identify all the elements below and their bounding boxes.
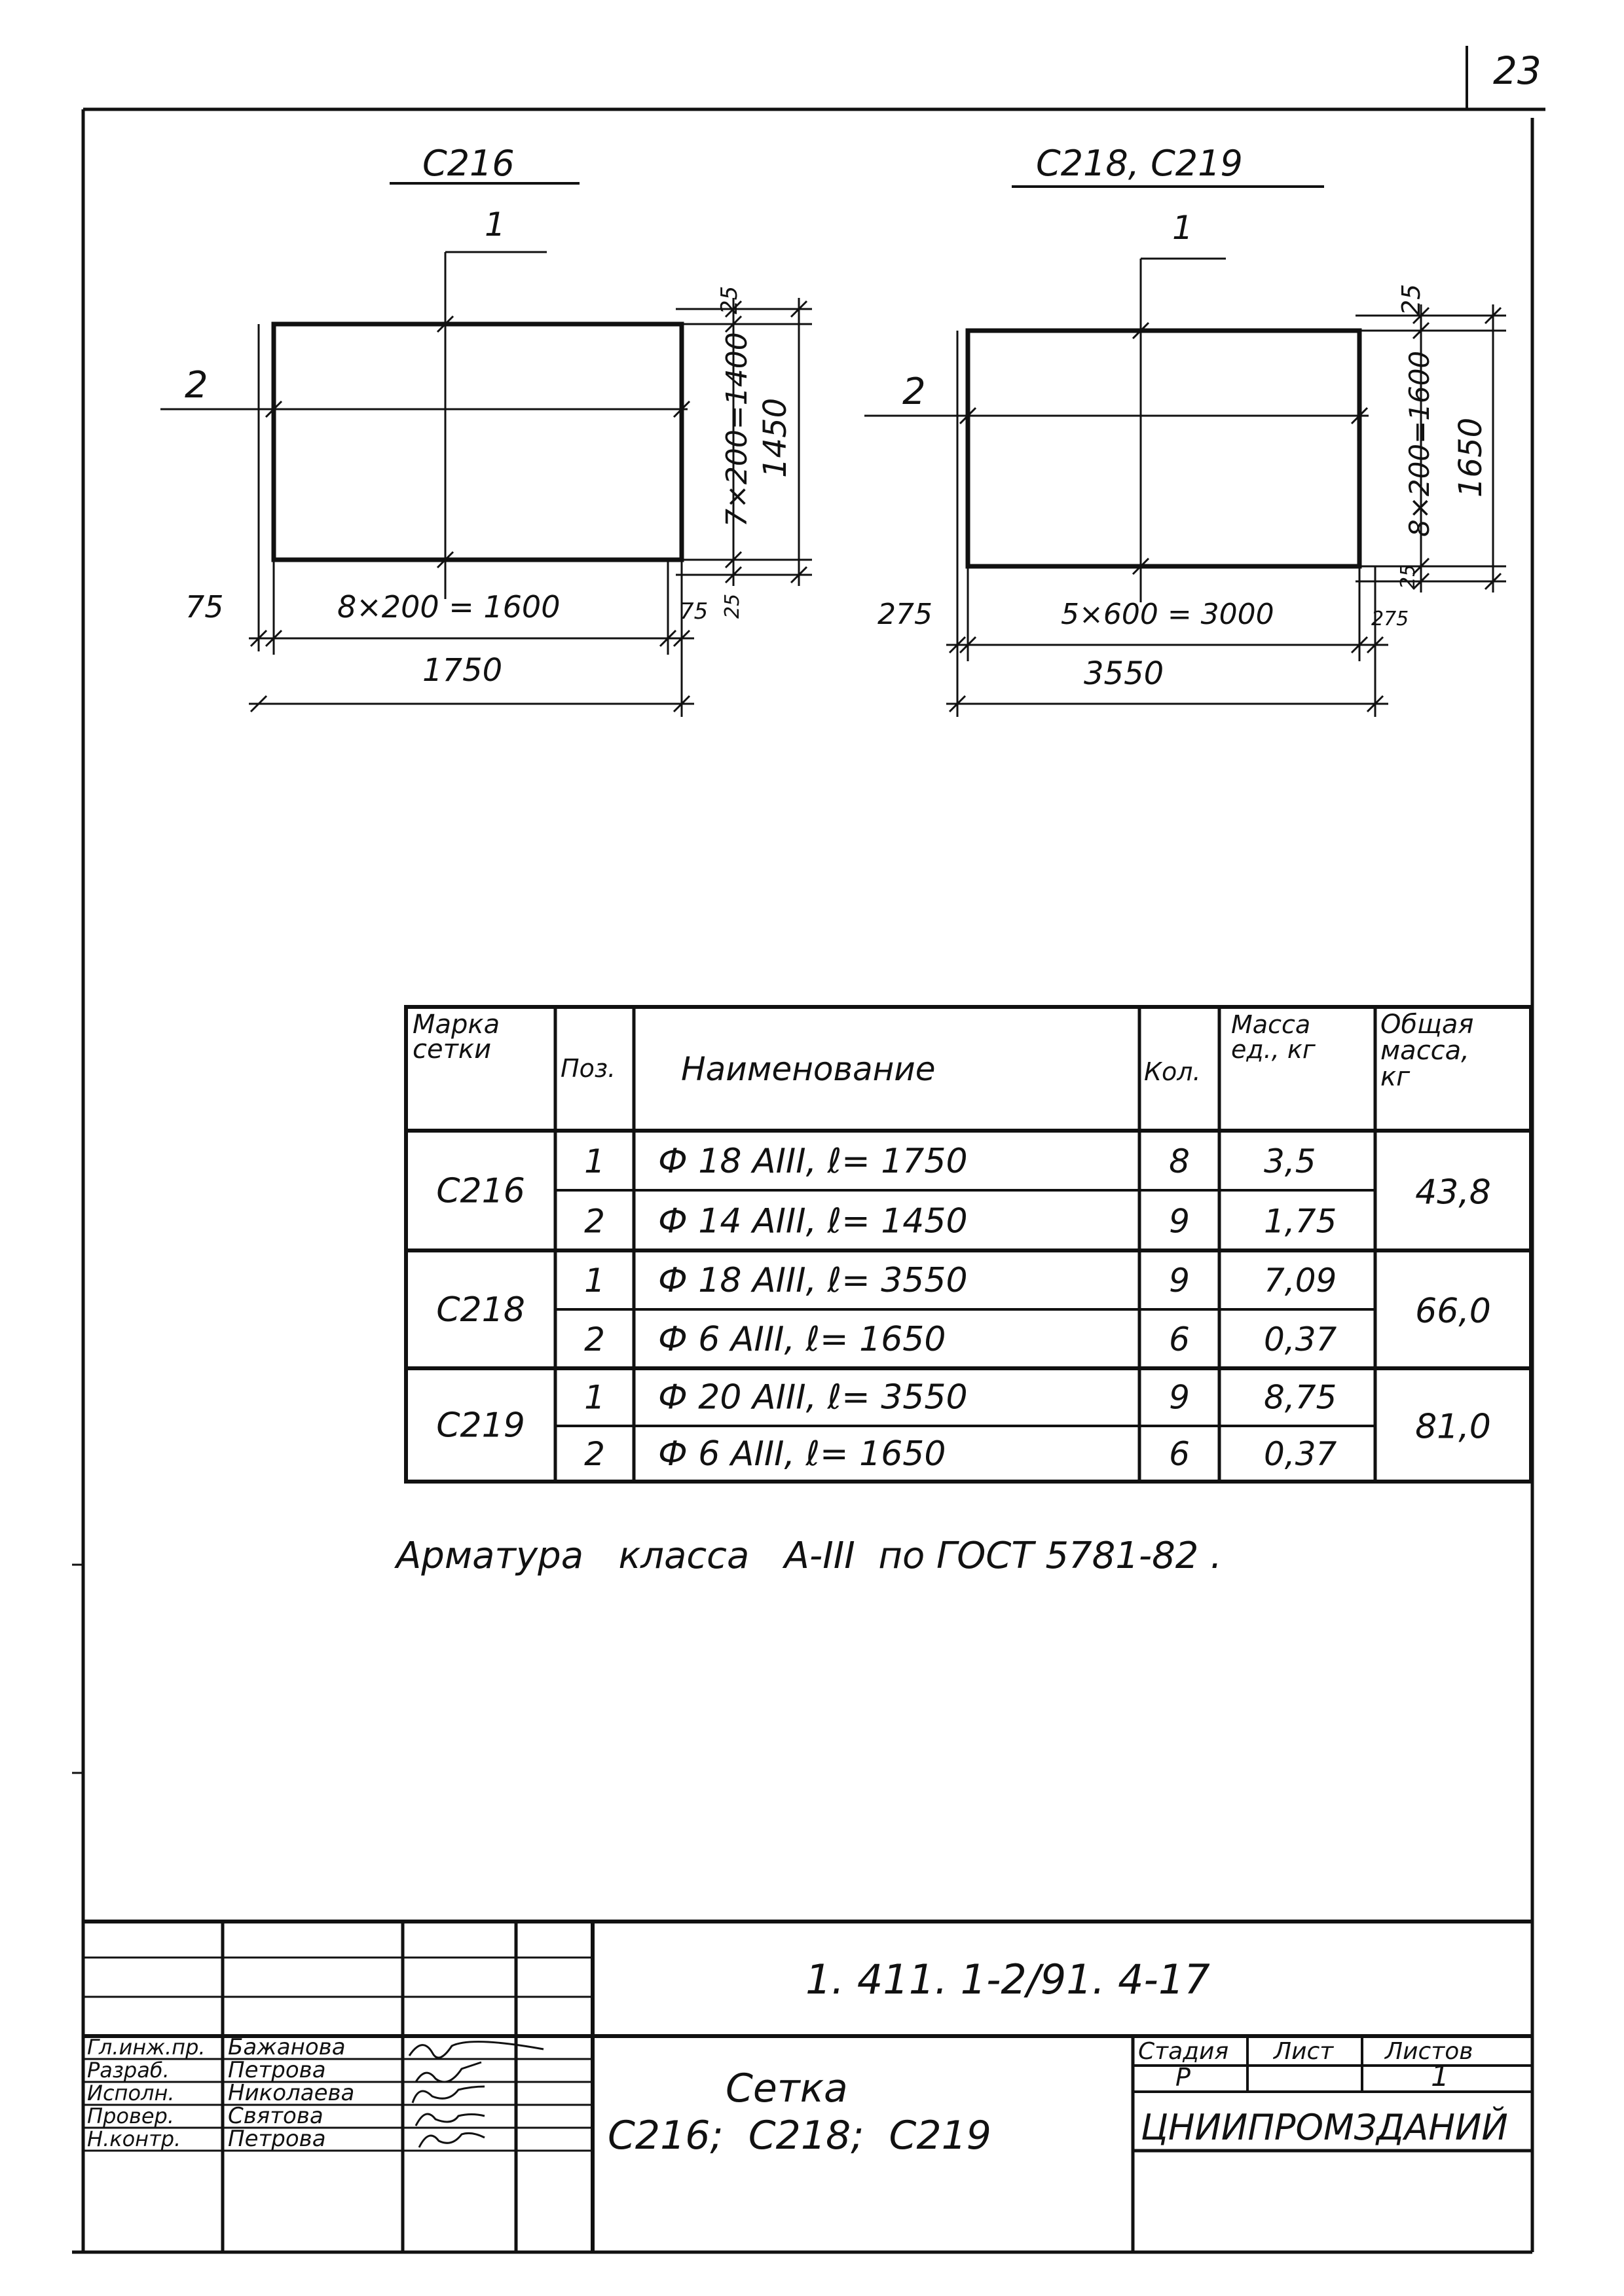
sheet-number: 23	[1493, 48, 1541, 93]
sheets-value: 1	[1431, 2060, 1449, 2093]
role-label: Провер.	[87, 2104, 174, 2128]
cell-total-mass: 43,8	[1415, 1173, 1491, 1212]
sheet-label: Лист	[1274, 2038, 1334, 2065]
cell-total-mass: 66,0	[1415, 1292, 1491, 1331]
cell-qty: 6	[1169, 1321, 1190, 1358]
organization-name: ЦНИИПРОМЗДАНИЙ	[1141, 2107, 1508, 2148]
cell-name: Ф 6 АIII, ℓ= 1650	[658, 1320, 946, 1359]
cell-qty: 6	[1169, 1434, 1190, 1473]
dim-right-total-left: 1450	[757, 397, 794, 478]
cell-unit-mass: 8,75	[1264, 1378, 1337, 1417]
dim-right-spacing-left: 7×200=1400	[720, 332, 754, 527]
section-mark-right: 1	[1172, 209, 1193, 247]
cell-unit-mass: 7,09	[1264, 1262, 1337, 1300]
title-line-1: Сетка	[726, 2066, 848, 2111]
header-total-mass: кг	[1380, 1062, 1411, 1092]
stage-value: Р	[1175, 2063, 1190, 2092]
cell-name: Ф 6 АIII, ℓ= 1650	[658, 1434, 946, 1474]
dim-right-top-offset-right: 25	[1397, 283, 1426, 316]
role-name: Святова	[228, 2103, 323, 2129]
drawing-title-left: С216	[422, 143, 515, 184]
cell-qty: 9	[1169, 1202, 1190, 1241]
cell-unit-mass: 0,37	[1264, 1321, 1337, 1358]
header-mark: Марка	[413, 1010, 500, 1040]
mesh-drawing-c218-c219	[864, 143, 1506, 717]
cell-pos: 2	[584, 1202, 605, 1241]
header-unit-mass: ед., кг	[1231, 1035, 1316, 1064]
title-line-2: С216; С218; С219	[608, 2113, 991, 2159]
header-total-mass: Общая	[1380, 1010, 1474, 1040]
title-block	[83, 1922, 1532, 2252]
position-mark-left: 2	[185, 364, 208, 407]
cell-name: Ф 18 АIII, ℓ= 1750	[658, 1141, 968, 1181]
dim-bottom-right-offset-left: 75	[680, 598, 709, 625]
document-code: 1. 411. 1-2/91. 4-17	[805, 1956, 1210, 2003]
dim-right-top-offset-left: 25	[716, 285, 743, 314]
role-name: Бажанова	[228, 2034, 346, 2060]
cell-unit-mass: 3,5	[1264, 1142, 1316, 1180]
stage-label: Стадия	[1138, 2038, 1229, 2065]
cell-pos: 1	[584, 1378, 605, 1417]
dim-bottom-spacing-left: 8×200 = 1600	[337, 589, 561, 625]
dim-right-total-right: 1650	[1452, 417, 1489, 498]
cell-unit-mass: 0,37	[1264, 1434, 1337, 1473]
sheets-label: Листов	[1385, 2038, 1473, 2065]
cell-pos: 2	[584, 1434, 605, 1473]
role-name: Николаева	[228, 2080, 355, 2106]
dim-right-bottom-offset-left: 25	[721, 593, 744, 619]
reinforcement-note: Арматура класса А-III по ГОСТ 5781-82 .	[396, 1535, 1222, 1577]
header-total-mass: масса,	[1380, 1036, 1469, 1066]
dim-bottom-total-left: 1750	[422, 652, 503, 689]
dim-right-bottom-offset-right: 25	[1397, 564, 1420, 589]
mesh-outline-left	[160, 252, 812, 717]
signatures	[409, 2042, 544, 2147]
cell-pos: 2	[584, 1321, 605, 1358]
cell-total-mass: 81,0	[1415, 1407, 1491, 1447]
position-mark-right: 2	[902, 371, 926, 413]
role-name: Петрова	[228, 2126, 326, 2152]
cell-pos: 1	[584, 1262, 605, 1300]
cell-pos: 1	[584, 1142, 605, 1180]
drawing-title-right: С218, С219	[1036, 143, 1243, 184]
role-label: Исполн.	[87, 2081, 175, 2105]
header-unit-mass: Масса	[1231, 1010, 1311, 1039]
spec-table	[406, 1007, 1531, 1482]
dim-bottom-total-right: 3550	[1084, 655, 1164, 692]
cell-qty: 9	[1169, 1378, 1190, 1417]
header-mark: сетки	[413, 1034, 492, 1065]
cell-qty: 9	[1169, 1262, 1190, 1300]
cell-name: Ф 14 АIII, ℓ= 1450	[658, 1201, 968, 1241]
mesh-drawing-c216	[160, 143, 812, 717]
dim-bottom-spacing-right: 5×600 = 3000	[1061, 598, 1274, 631]
role-label: Разраб.	[87, 2058, 170, 2083]
dim-bottom-left-offset-left: 75	[185, 589, 224, 625]
cell-unit-mass: 1,75	[1264, 1202, 1337, 1241]
cell-qty: 8	[1169, 1142, 1190, 1180]
cell-name: Ф 20 АIII, ℓ= 3550	[658, 1377, 968, 1417]
cell-mark: С219	[436, 1406, 525, 1446]
header-pos: Поз.	[561, 1054, 616, 1083]
role-label: Гл.инж.пр.	[87, 2035, 206, 2060]
section-mark-left: 1	[485, 206, 506, 244]
header-name: Наименование	[681, 1050, 936, 1088]
role-name: Петрова	[228, 2057, 326, 2083]
role-label: Н.контр.	[87, 2126, 181, 2151]
dim-bottom-right-offset-right: 275	[1371, 608, 1409, 630]
dim-right-spacing-right: 8×200=1600	[1403, 350, 1435, 537]
dim-bottom-left-offset-right: 275	[877, 598, 932, 631]
cell-mark: С216	[436, 1171, 525, 1211]
header-qty: Кол.	[1144, 1057, 1201, 1086]
cell-name: Ф 18 АIII, ℓ= 3550	[658, 1261, 968, 1300]
cell-mark: С218	[436, 1290, 525, 1330]
